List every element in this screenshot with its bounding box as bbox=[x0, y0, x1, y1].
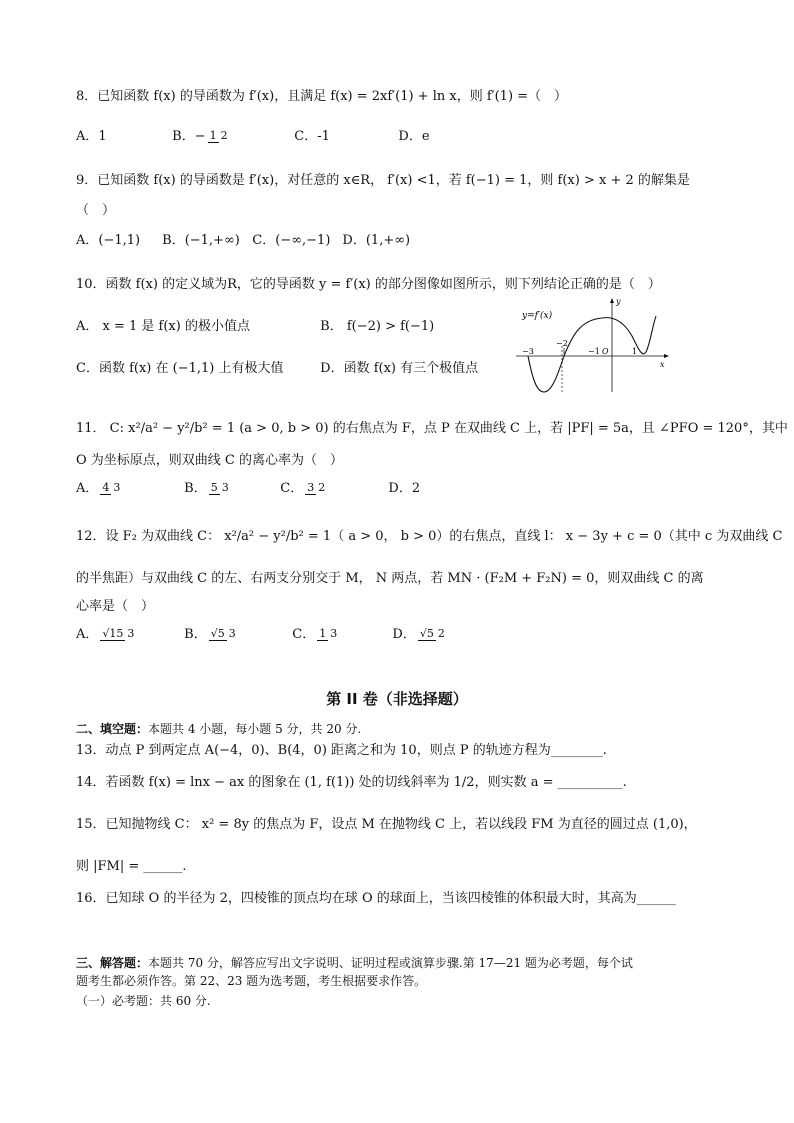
fraction bbox=[418, 628, 447, 641]
q9-option-a: A．(−1,1) bbox=[76, 233, 141, 248]
fraction bbox=[317, 628, 339, 641]
q8-stem: 8．已知函数 f(x) 的导函数为 f′(x)，且满足 f(x) = 2xf′(1) + ln x，则 f′(1) =（ ） bbox=[76, 89, 568, 104]
fraction-denominator: 2 bbox=[318, 481, 326, 494]
q11-equation: x²/a² − y²/b² = 1 (a > 0, b > 0) 的右焦点为 F，点 P 在双曲线 C 上，若 |PF| = 5a，且 ∠PFO = 120°，其中 bbox=[128, 421, 788, 436]
q11-label: 11． C: bbox=[76, 421, 125, 436]
q8-option-c: C．-1 bbox=[294, 129, 330, 144]
fraction-denominator: 3 bbox=[113, 481, 121, 494]
option-label: C． bbox=[292, 627, 316, 642]
option-label: C． bbox=[280, 481, 304, 496]
fraction-numerator: 3 bbox=[307, 481, 315, 494]
tick-label: −2 bbox=[556, 339, 568, 348]
q11-option-d: D．2 bbox=[388, 481, 421, 496]
q11-options bbox=[76, 480, 420, 498]
solve-header-bold: 三、解答题： bbox=[76, 956, 149, 970]
q8-option-b-fraction bbox=[208, 130, 230, 143]
fill-header bbox=[76, 720, 361, 738]
q10-options-row2 bbox=[76, 360, 478, 378]
fill-header-rest: 本题共 4 小题，每小题 5 分，共 20 分. bbox=[148, 722, 362, 736]
fraction-denominator: 3 bbox=[127, 627, 135, 640]
q12-stem: 12．设 F₂ 为双曲线 C： x²/a² − y²/b² = 1（ a > 0， b > 0）的右焦点，直线 l： x − 3y + c = 0（其中 c 为双曲线 C bbox=[76, 529, 783, 544]
tick-label: 1 bbox=[632, 347, 638, 356]
x-axis-label: x bbox=[660, 360, 665, 369]
fraction-denominator: 3 bbox=[221, 481, 229, 494]
option-label: B． bbox=[184, 481, 207, 496]
option-label: B． bbox=[184, 627, 207, 642]
solve-header bbox=[76, 954, 633, 972]
q9-stem: 9．已知函数 f(x) 的导函数是 f′(x)，对任意的 x∈R， f′(x) <1，若 f(−1) = 1，则 f(x) > x + 2 的解集是 bbox=[76, 173, 690, 188]
part2-title: 第 II 卷（非选择题） bbox=[326, 690, 468, 708]
q13-stem: 13．动点 P 到两定点 A(−4，0)、B(4，0) 距离之和为 10，则点 P 的轨迹方程为________. bbox=[76, 743, 607, 758]
q10-option-c: C．函数 f(x) 在 (−1,1) 上有极大值 bbox=[76, 361, 284, 376]
fraction-numerator: √5 bbox=[210, 627, 225, 640]
q10-options-row1 bbox=[76, 318, 434, 336]
fraction-denominator: 2 bbox=[220, 129, 228, 142]
curve-label: y=f′(x) bbox=[522, 311, 553, 321]
fraction-denominator: 2 bbox=[437, 627, 445, 640]
fraction bbox=[305, 482, 327, 495]
q10-option-b: B． f(−2) > f(−1) bbox=[320, 319, 435, 334]
q11-option-b bbox=[184, 480, 276, 498]
q8-option-d: D．e bbox=[398, 129, 430, 144]
fill-header-bold: 二、填空题： bbox=[76, 722, 149, 736]
q11-stem bbox=[76, 420, 788, 438]
fraction bbox=[100, 482, 122, 495]
q11-option-c bbox=[280, 480, 384, 498]
x-axis-arrow bbox=[664, 354, 669, 358]
fraction bbox=[100, 628, 136, 641]
fraction bbox=[209, 628, 238, 641]
q10-option-d: D．函数 f(x) 有三个极值点 bbox=[320, 361, 479, 376]
y-axis-label: y bbox=[616, 297, 621, 306]
solve-subheader: （一）必考题：共 60 分. bbox=[76, 994, 211, 1008]
q8-options bbox=[76, 128, 430, 146]
y-axis-arrow bbox=[610, 298, 614, 303]
q14-stem: 14．若函数 f(x) = lnx − ax 的图象在 (1, f(1)) 处的切线斜率为 1/2，则实数 a = __________. bbox=[76, 775, 627, 790]
q9-option-d: D．(1,+∞) bbox=[342, 233, 411, 248]
fraction-numerator: 5 bbox=[210, 481, 218, 494]
origin-label: O bbox=[602, 347, 609, 356]
fraction-numerator: 4 bbox=[102, 481, 110, 494]
option-label: A． bbox=[76, 481, 99, 496]
q10-stem: 10．函数 f(x) 的定义域为R，它的导函数 y = f′(x) 的部分图像如图所示，则下列结论正确的是（ ） bbox=[76, 277, 661, 292]
q12-option-a bbox=[76, 626, 180, 644]
fraction-numerator: 1 bbox=[209, 129, 217, 142]
fraction bbox=[209, 482, 231, 495]
q15-stem: 15．已知抛物线 C： x² = 8y 的焦点为 F，设点 M 在抛物线 C 上，若以线段 FM 为直径的圆过点 (1,0)， bbox=[76, 817, 697, 832]
derivative-graph bbox=[514, 296, 670, 396]
option-label: D． bbox=[392, 627, 416, 642]
solve-header-line1: 本题共 70 分，解答应写出文字说明、证明过程或演算步骤.第 17—21 题为必考题，每个试 bbox=[148, 956, 633, 970]
q9-options bbox=[76, 232, 410, 250]
q8-option-a: A．1 bbox=[76, 129, 107, 144]
q12-option-d bbox=[392, 626, 448, 644]
fraction-denominator: 3 bbox=[330, 627, 338, 640]
q9-stem-cont: （ ） bbox=[76, 203, 116, 218]
q12-options bbox=[76, 626, 449, 644]
q12-option-c bbox=[292, 626, 388, 644]
q12-option-b bbox=[184, 626, 288, 644]
fraction-numerator: 1 bbox=[319, 627, 327, 640]
fraction-numerator: √5 bbox=[419, 627, 434, 640]
q12-stem-cont1: 的半焦距）与双曲线 C 的左、右两支分别交于 M， N 两点，若 MN · (F₂M + F₂N) = 0，则双曲线 C 的离 bbox=[76, 571, 704, 586]
q11-option-a bbox=[76, 480, 180, 498]
q9-option-c: C．(−∞,−1) bbox=[252, 233, 331, 248]
q11-stem-cont: O 为坐标原点，则双曲线 C 的离心率为（ ） bbox=[76, 453, 344, 468]
q8-option-b bbox=[172, 128, 290, 146]
q16-stem: 16．已知球 O 的半径为 2，四棱锥的顶点均在球 O 的球面上，当该四棱锥的体积最大时，其高为______ bbox=[76, 891, 676, 906]
fraction-denominator: 3 bbox=[228, 627, 236, 640]
tick-label: −1 bbox=[588, 347, 600, 356]
q8-option-b-label: B．− bbox=[172, 129, 206, 144]
tick-label: −3 bbox=[522, 347, 534, 356]
q9-option-b: B．(−1,+∞) bbox=[162, 233, 240, 248]
option-label: A． bbox=[76, 627, 99, 642]
q12-stem-cont2: 心率是（ ） bbox=[76, 599, 155, 614]
fraction-numerator: √15 bbox=[102, 627, 124, 640]
q10-option-a: A． x = 1 是 f(x) 的极小值点 bbox=[76, 319, 250, 334]
solve-header-line2: 题考生都必须作答。第 22、23 题为选考题，考生根据要求作答。 bbox=[76, 974, 427, 988]
q15-stem-cont: 则 |FM| = ______. bbox=[76, 859, 187, 874]
